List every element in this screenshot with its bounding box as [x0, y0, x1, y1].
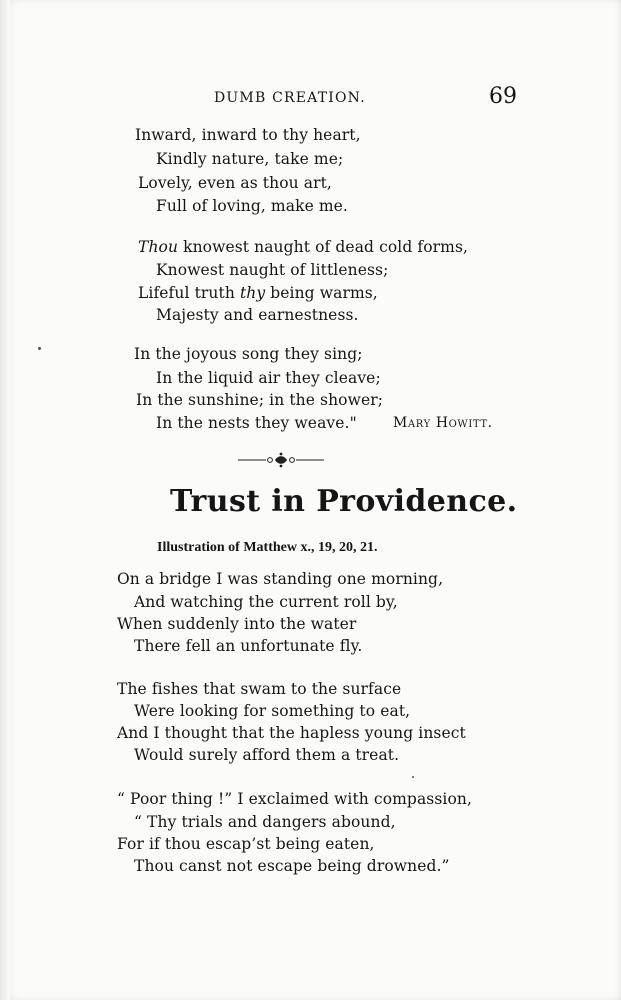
- poem-line: When suddenly into the water: [117, 615, 357, 633]
- running-head: DUMB CREATION.: [214, 90, 366, 106]
- poem-line: Lovely, even as thou art,: [138, 174, 332, 192]
- poem-line: Would surely afford them a treat.: [134, 746, 400, 764]
- poem-line: In the liquid air they cleave;: [156, 369, 381, 387]
- poem-line: For if thou escap’st being eaten,: [117, 835, 375, 853]
- poem-line: In the sunshine; in the shower;: [136, 391, 384, 409]
- poem-line: Thou canst not escape being drowned.”: [134, 857, 450, 875]
- section-title: Trust in Providence.: [170, 484, 518, 519]
- poem-line: Inward, inward to thy heart,: [135, 126, 361, 144]
- poem-line: And I thought that the hapless young insect: [117, 724, 466, 742]
- poem-line: And watching the current roll by,: [134, 593, 398, 611]
- poem-line: Kindly nature, take me;: [156, 150, 344, 168]
- poem-line: On a bridge I was standing one morning,: [117, 570, 444, 588]
- ornament-divider: [236, 450, 326, 470]
- poem-line: [138, 284, 378, 302]
- line-text: Lifeful truth: [138, 284, 240, 302]
- poem-line: “ Thy trials and dangers abound,: [134, 813, 396, 831]
- poem-line: In the joyous song they sing;: [134, 345, 363, 363]
- italic-word: Thou: [138, 238, 179, 256]
- poem-line: Knowest naught of littleness;: [156, 261, 389, 279]
- print-speck: [38, 347, 41, 350]
- poem-line: Full of loving, make me.: [156, 197, 348, 215]
- poem-line: The fishes that swam to the surface: [117, 680, 402, 698]
- line-text: knowest naught of dead cold forms,: [178, 238, 469, 256]
- page-number: 69: [489, 84, 517, 109]
- poem-line: Were looking for something to eat,: [134, 702, 411, 720]
- line-text: being warms,: [265, 284, 378, 302]
- poem-line: There fell an unfortunate fly.: [134, 637, 363, 655]
- page-gutter: [0, 0, 10, 1000]
- author-attribution: Mary Howitt.: [393, 415, 493, 431]
- poem-line: In the nests they weave.": [156, 414, 357, 432]
- section-subtitle: Illustration of Matthew x., 19, 20, 21.: [157, 540, 378, 555]
- italic-word: thy: [239, 284, 266, 302]
- poem-line: “ Poor thing !” I exclaimed with compassion,: [117, 790, 472, 808]
- poem-line: [138, 238, 468, 256]
- poem-line: Majesty and earnestness.: [156, 306, 359, 324]
- print-speck: [412, 776, 414, 778]
